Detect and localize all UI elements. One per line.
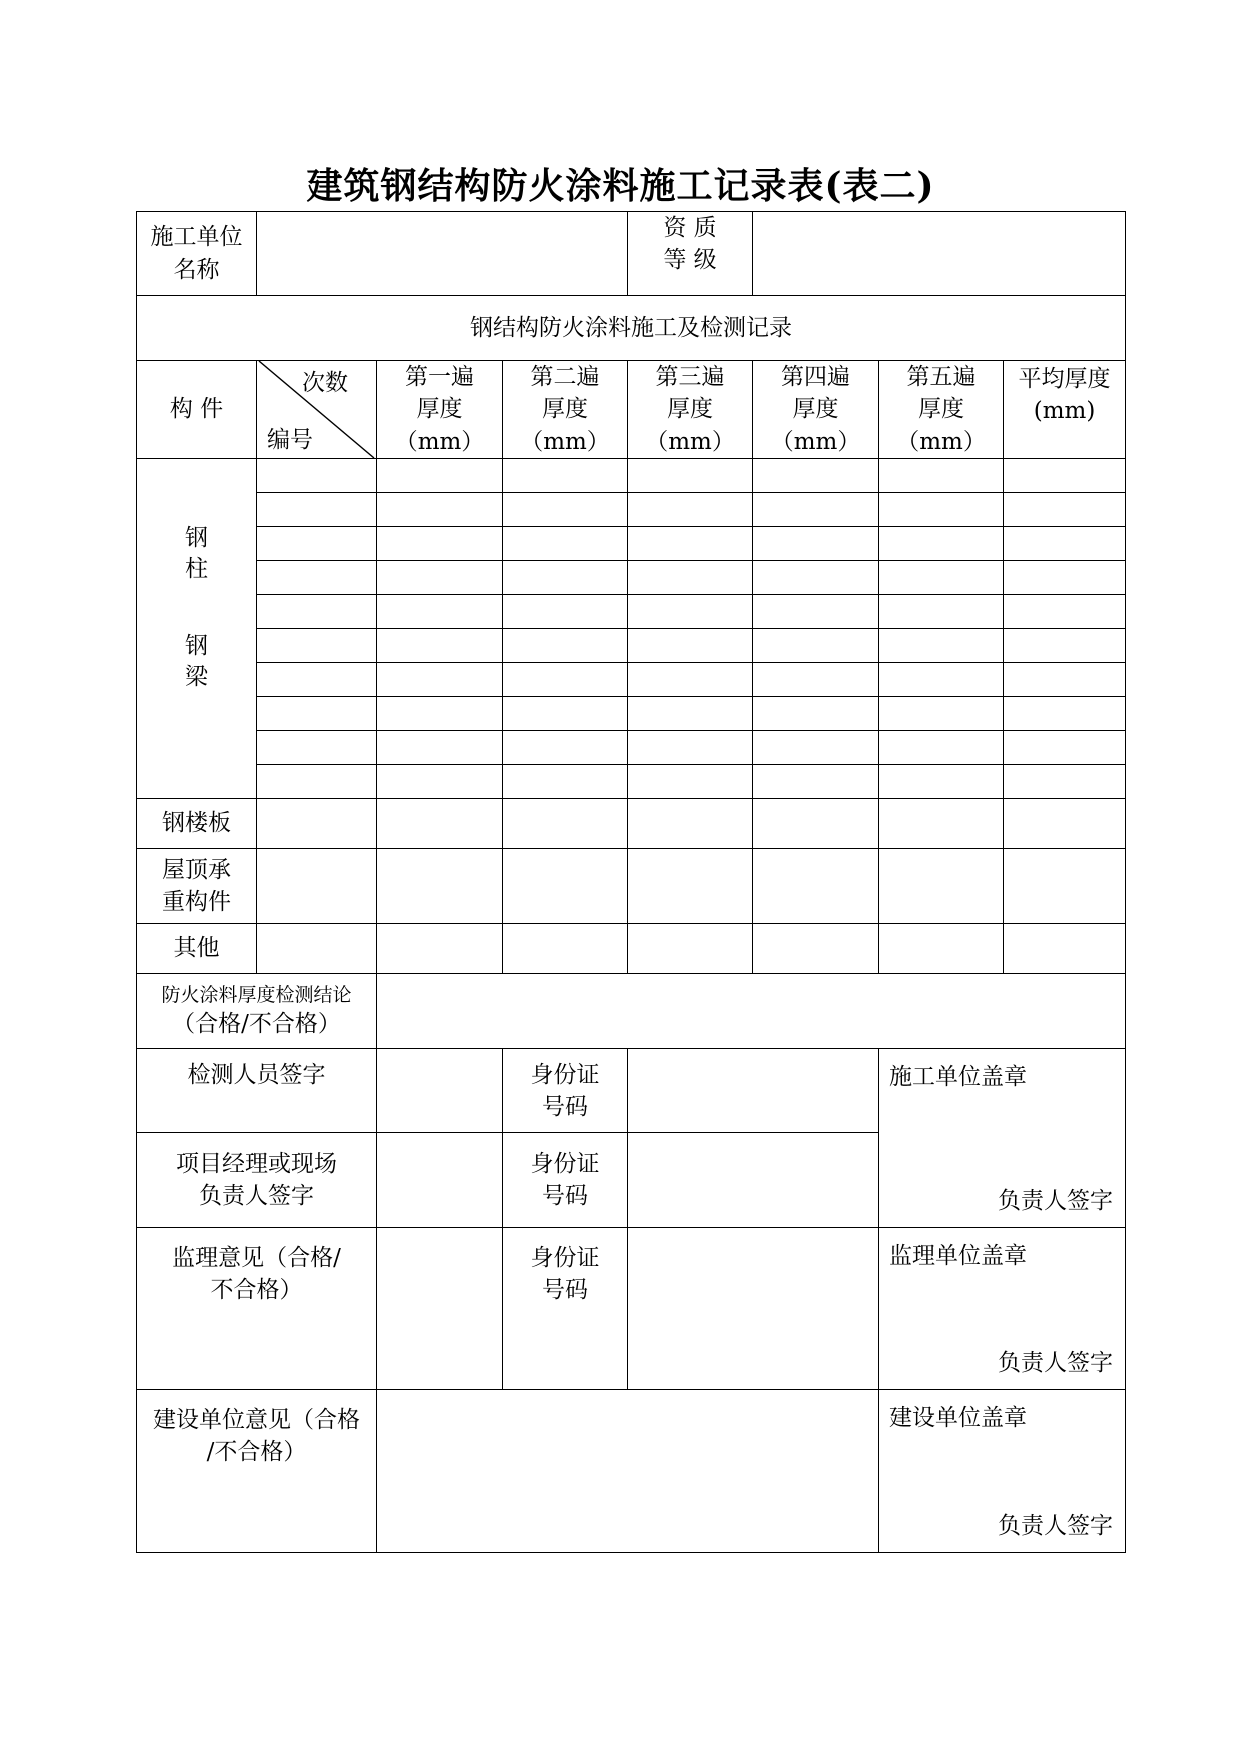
data-cell[interactable] bbox=[628, 459, 753, 493]
data-cell[interactable] bbox=[377, 493, 503, 527]
data-cell[interactable] bbox=[257, 595, 377, 629]
qualification-label: 资 质 等 级 bbox=[628, 212, 753, 296]
data-cell[interactable] bbox=[257, 849, 377, 924]
data-cell[interactable] bbox=[503, 731, 628, 765]
data-cell[interactable] bbox=[503, 561, 628, 595]
average-thickness-header: 平均厚度 (mm) bbox=[1004, 361, 1126, 459]
data-cell[interactable] bbox=[503, 765, 628, 799]
unit-name-field[interactable] bbox=[257, 212, 628, 296]
data-cell[interactable] bbox=[879, 527, 1004, 561]
contractor-seal-cell[interactable] bbox=[879, 1049, 1126, 1228]
data-cell[interactable] bbox=[879, 663, 1004, 697]
pass-3-header: 第三遍 厚度 （mm） bbox=[628, 361, 753, 459]
times-label: 次数 bbox=[302, 370, 348, 396]
data-cell[interactable] bbox=[377, 459, 503, 493]
data-cell[interactable] bbox=[377, 765, 503, 799]
data-cell[interactable] bbox=[257, 697, 377, 731]
supervision-seal-label: 监理单位盖章 bbox=[889, 1243, 1028, 1269]
data-cell[interactable] bbox=[257, 765, 377, 799]
data-cell[interactable] bbox=[257, 663, 377, 697]
data-cell[interactable] bbox=[1004, 731, 1126, 765]
project-manager-signature-field[interactable] bbox=[377, 1133, 503, 1228]
data-cell[interactable] bbox=[753, 799, 879, 849]
data-cell[interactable] bbox=[503, 493, 628, 527]
id-number-field-3[interactable] bbox=[628, 1228, 879, 1390]
data-cell[interactable] bbox=[1004, 765, 1126, 799]
data-cell[interactable] bbox=[753, 765, 879, 799]
data-cell[interactable] bbox=[879, 493, 1004, 527]
supervision-opinion-label: 监理意见（合格/ 不合格） bbox=[137, 1228, 377, 1390]
data-cell[interactable] bbox=[1004, 595, 1126, 629]
column-beam-group-label: 钢 柱 钢 梁 bbox=[137, 459, 257, 799]
data-cell[interactable] bbox=[753, 493, 879, 527]
data-cell[interactable] bbox=[628, 493, 753, 527]
data-cell[interactable] bbox=[1004, 459, 1126, 493]
data-cell[interactable] bbox=[257, 493, 377, 527]
data-cell[interactable] bbox=[503, 459, 628, 493]
data-cell[interactable] bbox=[628, 799, 753, 849]
responsible-signature-label: 负责人签字 bbox=[998, 1512, 1114, 1539]
data-cell[interactable] bbox=[503, 663, 628, 697]
data-cell[interactable] bbox=[879, 731, 1004, 765]
data-cell[interactable] bbox=[377, 561, 503, 595]
data-cell[interactable] bbox=[1004, 924, 1126, 974]
id-number-field-2[interactable] bbox=[628, 1133, 879, 1228]
data-cell[interactable] bbox=[257, 731, 377, 765]
data-cell[interactable] bbox=[628, 561, 753, 595]
owner-seal-label: 建设单位盖章 bbox=[889, 1405, 1028, 1431]
supervision-opinion-field[interactable] bbox=[377, 1228, 503, 1390]
roof-member-label: 屋顶承 重构件 bbox=[137, 849, 257, 924]
data-cell[interactable] bbox=[257, 924, 377, 974]
data-cell[interactable] bbox=[628, 697, 753, 731]
project-manager-label: 项目经理或现场 负责人签字 bbox=[137, 1133, 377, 1228]
data-cell[interactable] bbox=[879, 459, 1004, 493]
data-cell[interactable] bbox=[1004, 527, 1126, 561]
diagonal-header-cell bbox=[257, 361, 377, 459]
data-cell[interactable] bbox=[753, 663, 879, 697]
data-cell[interactable] bbox=[257, 629, 377, 663]
data-cell[interactable] bbox=[753, 629, 879, 663]
pass-4-header: 第四遍 厚度 （mm） bbox=[753, 361, 879, 459]
data-cell[interactable] bbox=[1004, 849, 1126, 924]
data-cell[interactable] bbox=[377, 629, 503, 663]
id-number-label-3: 身份证 号码 bbox=[503, 1228, 628, 1390]
conclusion-field[interactable] bbox=[377, 974, 1126, 1049]
data-cell[interactable] bbox=[628, 924, 753, 974]
data-cell[interactable] bbox=[503, 697, 628, 731]
data-cell[interactable] bbox=[377, 697, 503, 731]
data-cell[interactable] bbox=[753, 459, 879, 493]
pass-5-header: 第五遍 厚度 （mm） bbox=[879, 361, 1004, 459]
data-cell[interactable] bbox=[377, 799, 503, 849]
record-form-table bbox=[136, 211, 1126, 1553]
data-cell[interactable] bbox=[879, 924, 1004, 974]
data-cell[interactable] bbox=[377, 849, 503, 924]
data-cell[interactable] bbox=[879, 799, 1004, 849]
data-cell[interactable] bbox=[628, 731, 753, 765]
data-cell[interactable] bbox=[753, 561, 879, 595]
data-cell[interactable] bbox=[753, 595, 879, 629]
owner-opinion-label: 建设单位意见（合格 /不合格） bbox=[137, 1390, 377, 1553]
data-cell[interactable] bbox=[377, 527, 503, 561]
data-cell[interactable] bbox=[377, 924, 503, 974]
data-cell[interactable] bbox=[503, 924, 628, 974]
data-cell[interactable] bbox=[503, 595, 628, 629]
data-cell[interactable] bbox=[1004, 663, 1126, 697]
data-cell[interactable] bbox=[377, 663, 503, 697]
data-cell[interactable] bbox=[753, 527, 879, 561]
data-cell[interactable] bbox=[503, 629, 628, 663]
data-cell[interactable] bbox=[257, 527, 377, 561]
data-cell[interactable] bbox=[879, 765, 1004, 799]
data-cell[interactable] bbox=[1004, 629, 1126, 663]
data-cell[interactable] bbox=[377, 731, 503, 765]
inspector-signature-field[interactable] bbox=[377, 1049, 503, 1133]
data-cell[interactable] bbox=[628, 663, 753, 697]
id-number-label-2: 身份证 号码 bbox=[503, 1133, 628, 1228]
data-cell[interactable] bbox=[628, 849, 753, 924]
data-cell[interactable] bbox=[628, 595, 753, 629]
contractor-seal-label: 施工单位盖章 bbox=[889, 1064, 1028, 1090]
responsible-signature-label: 负责人签字 bbox=[998, 1349, 1114, 1376]
data-cell[interactable] bbox=[753, 697, 879, 731]
other-label: 其他 bbox=[137, 924, 257, 974]
data-cell[interactable] bbox=[879, 629, 1004, 663]
id-number-field-1[interactable] bbox=[628, 1049, 879, 1133]
component-header: 构 件 bbox=[137, 361, 257, 459]
data-cell[interactable] bbox=[879, 595, 1004, 629]
data-cell[interactable] bbox=[753, 731, 879, 765]
data-cell[interactable] bbox=[628, 629, 753, 663]
data-cell[interactable] bbox=[503, 527, 628, 561]
owner-opinion-field[interactable] bbox=[377, 1390, 879, 1553]
data-cell[interactable] bbox=[1004, 561, 1126, 595]
supervision-seal-cell[interactable] bbox=[879, 1228, 1126, 1390]
data-cell[interactable] bbox=[1004, 493, 1126, 527]
id-number-label-1: 身份证 号码 bbox=[503, 1049, 628, 1133]
data-cell[interactable] bbox=[257, 561, 377, 595]
data-cell[interactable] bbox=[503, 849, 628, 924]
data-cell[interactable] bbox=[753, 924, 879, 974]
data-cell[interactable] bbox=[503, 799, 628, 849]
qualification-field[interactable] bbox=[753, 212, 1126, 296]
data-cell[interactable] bbox=[753, 849, 879, 924]
section-title: 钢结构防火涂料施工及检测记录 bbox=[137, 296, 1126, 361]
data-cell[interactable] bbox=[879, 561, 1004, 595]
data-cell[interactable] bbox=[628, 765, 753, 799]
data-cell[interactable] bbox=[377, 595, 503, 629]
steel-floor-label: 钢楼板 bbox=[137, 799, 257, 849]
data-cell[interactable] bbox=[879, 849, 1004, 924]
data-cell[interactable] bbox=[1004, 799, 1126, 849]
data-cell[interactable] bbox=[257, 799, 377, 849]
data-cell[interactable] bbox=[257, 459, 377, 493]
data-cell[interactable] bbox=[1004, 697, 1126, 731]
pass-2-header: 第二遍 厚度 （mm） bbox=[503, 361, 628, 459]
inspector-signature-label: 检测人员签字 bbox=[137, 1049, 377, 1133]
data-cell[interactable] bbox=[628, 527, 753, 561]
data-cell[interactable] bbox=[879, 697, 1004, 731]
owner-seal-cell[interactable] bbox=[879, 1390, 1126, 1553]
pass-1-header: 第一遍 厚度 （mm） bbox=[377, 361, 503, 459]
responsible-signature-label: 负责人签字 bbox=[998, 1187, 1114, 1214]
unit-name-label: 施工单位 名称 bbox=[137, 212, 257, 296]
number-label: 编号 bbox=[267, 426, 313, 453]
conclusion-label: 防火涂料厚度检测结论 （合格/不合格） bbox=[137, 974, 377, 1049]
page-title: 建筑钢结构防火涂料施工记录表(表二) bbox=[306, 165, 935, 207]
